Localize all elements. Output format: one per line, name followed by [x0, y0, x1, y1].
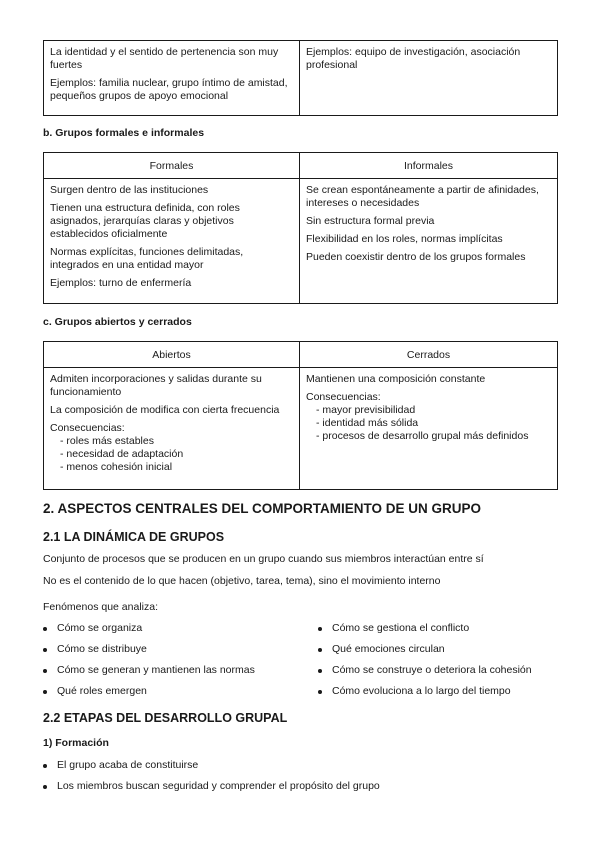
cell-text: Se crean espontáneamente a partir de afinidades, intereses o necesidades: [306, 184, 539, 209]
bullet-icon: [43, 764, 47, 768]
list-item-text: El grupo acaba de constituirse: [57, 759, 199, 771]
cell-text: Tienen una estructura definida, con roles asignados, jerarquías claras y objetivos establecidos oficialmente: [50, 202, 240, 240]
bullet-icon: [318, 690, 322, 694]
paragraph: Conjunto de procesos que se producen en un grupo cuando sus miembros interactúan entre sí: [43, 553, 484, 565]
paragraph: No es el contenido de lo que hacen (objetivo, tarea, tema), sino el movimiento interno: [43, 575, 441, 587]
bullet-icon: [318, 669, 322, 673]
header-informales: Informales: [300, 153, 558, 179]
bullet-icon: [43, 785, 47, 789]
section-2-2-title: 2.2 ETAPAS DEL DESARROLLO GRUPAL: [43, 711, 288, 725]
cell-text: Pueden coexistir dentro de los grupos formales: [306, 251, 526, 263]
cell-text: Ejemplos: familia nuclear, grupo íntimo de amistad, pequeños grupos de apoyo emocional: [50, 77, 288, 102]
table-cell-left: [44, 41, 300, 116]
bullet-icon: [43, 690, 47, 694]
list-item-text: Qué roles emergen: [57, 685, 147, 697]
cell-text: La composición de modifica con cierta frecuencia: [50, 404, 280, 416]
list-item-text: Cómo se gestiona el conflicto: [332, 622, 470, 634]
list-item-text: Qué emociones circulan: [332, 643, 445, 655]
bullet-icon: [318, 627, 322, 631]
group-types-table-continued: [43, 40, 558, 116]
stage-1-title: 1) Formación: [43, 737, 109, 749]
list-item-text: Los miembros buscan seguridad y comprender el propósito del grupo: [57, 780, 380, 792]
section-2-1-title: 2.1 LA DINÁMICA DE GRUPOS: [43, 530, 225, 544]
cell-text: Ejemplos: equipo de investigación, asociación profesional: [306, 46, 521, 71]
abiertos-cell: [44, 368, 300, 490]
consequences-label: Consecuencias:: [306, 391, 381, 403]
formal-informal-table: [43, 152, 558, 304]
section-2-title: 2. ASPECTOS CENTRALES DEL COMPORTAMIENTO DE UN GRUPO: [43, 501, 482, 516]
consequence-item: - necesidad de adaptación: [60, 448, 184, 460]
informales-cell: [300, 179, 558, 304]
header-abiertos: Abiertos: [44, 342, 300, 368]
consequence-item: - identidad más sólida: [316, 417, 419, 429]
table-cell-right: [300, 41, 558, 116]
consequence-item: - mayor previsibilidad: [316, 404, 416, 416]
section-b-title: b. Grupos formales e informales: [43, 127, 205, 139]
consequences-label: Consecuencias:: [50, 422, 125, 434]
consequence-item: - procesos de desarrollo grupal más definidos: [316, 430, 529, 442]
cell-text: La identidad y el sentido de pertenencia son muy fuertes: [50, 46, 279, 71]
list-item-text: Cómo se organiza: [57, 622, 143, 634]
open-closed-table: [43, 341, 558, 490]
cell-text: Mantienen una composición constante: [306, 373, 486, 385]
consequences-block: [306, 391, 551, 443]
consequence-item: - menos cohesión inicial: [60, 461, 173, 473]
bullet-icon: [43, 627, 47, 631]
consequences-block: [50, 422, 293, 474]
section-c-title: c. Grupos abiertos y cerrados: [43, 316, 192, 328]
cell-text: Ejemplos: turno de enfermería: [50, 277, 192, 289]
bullet-icon: [43, 669, 47, 673]
phenomena-label: Fenómenos que analiza:: [43, 601, 158, 613]
cell-text: Flexibilidad en los roles, normas implícitas: [306, 233, 503, 245]
consequence-item: - roles más estables: [60, 435, 154, 447]
list-item-text: Cómo evoluciona a lo largo del tiempo: [332, 685, 511, 697]
cerrados-cell: [300, 368, 558, 490]
header-cerrados: Cerrados: [300, 342, 558, 368]
list-item-text: Cómo se construye o deteriora la cohesión: [332, 664, 532, 676]
bullet-icon: [43, 648, 47, 652]
list-item-text: Cómo se generan y mantienen las normas: [57, 664, 255, 676]
cell-text: Normas explícitas, funciones delimitadas, integrados en una entidad mayor: [50, 246, 244, 271]
list-item-text: Cómo se distribuye: [57, 643, 147, 655]
bullet-icon: [318, 648, 322, 652]
header-formales: Formales: [44, 153, 300, 179]
cell-text: Sin estructura formal previa: [306, 215, 435, 227]
cell-text: Admiten incorporaciones y salidas durante su funcionamiento: [50, 373, 262, 398]
formales-cell: [44, 179, 300, 304]
cell-text: Surgen dentro de las instituciones: [50, 184, 209, 196]
